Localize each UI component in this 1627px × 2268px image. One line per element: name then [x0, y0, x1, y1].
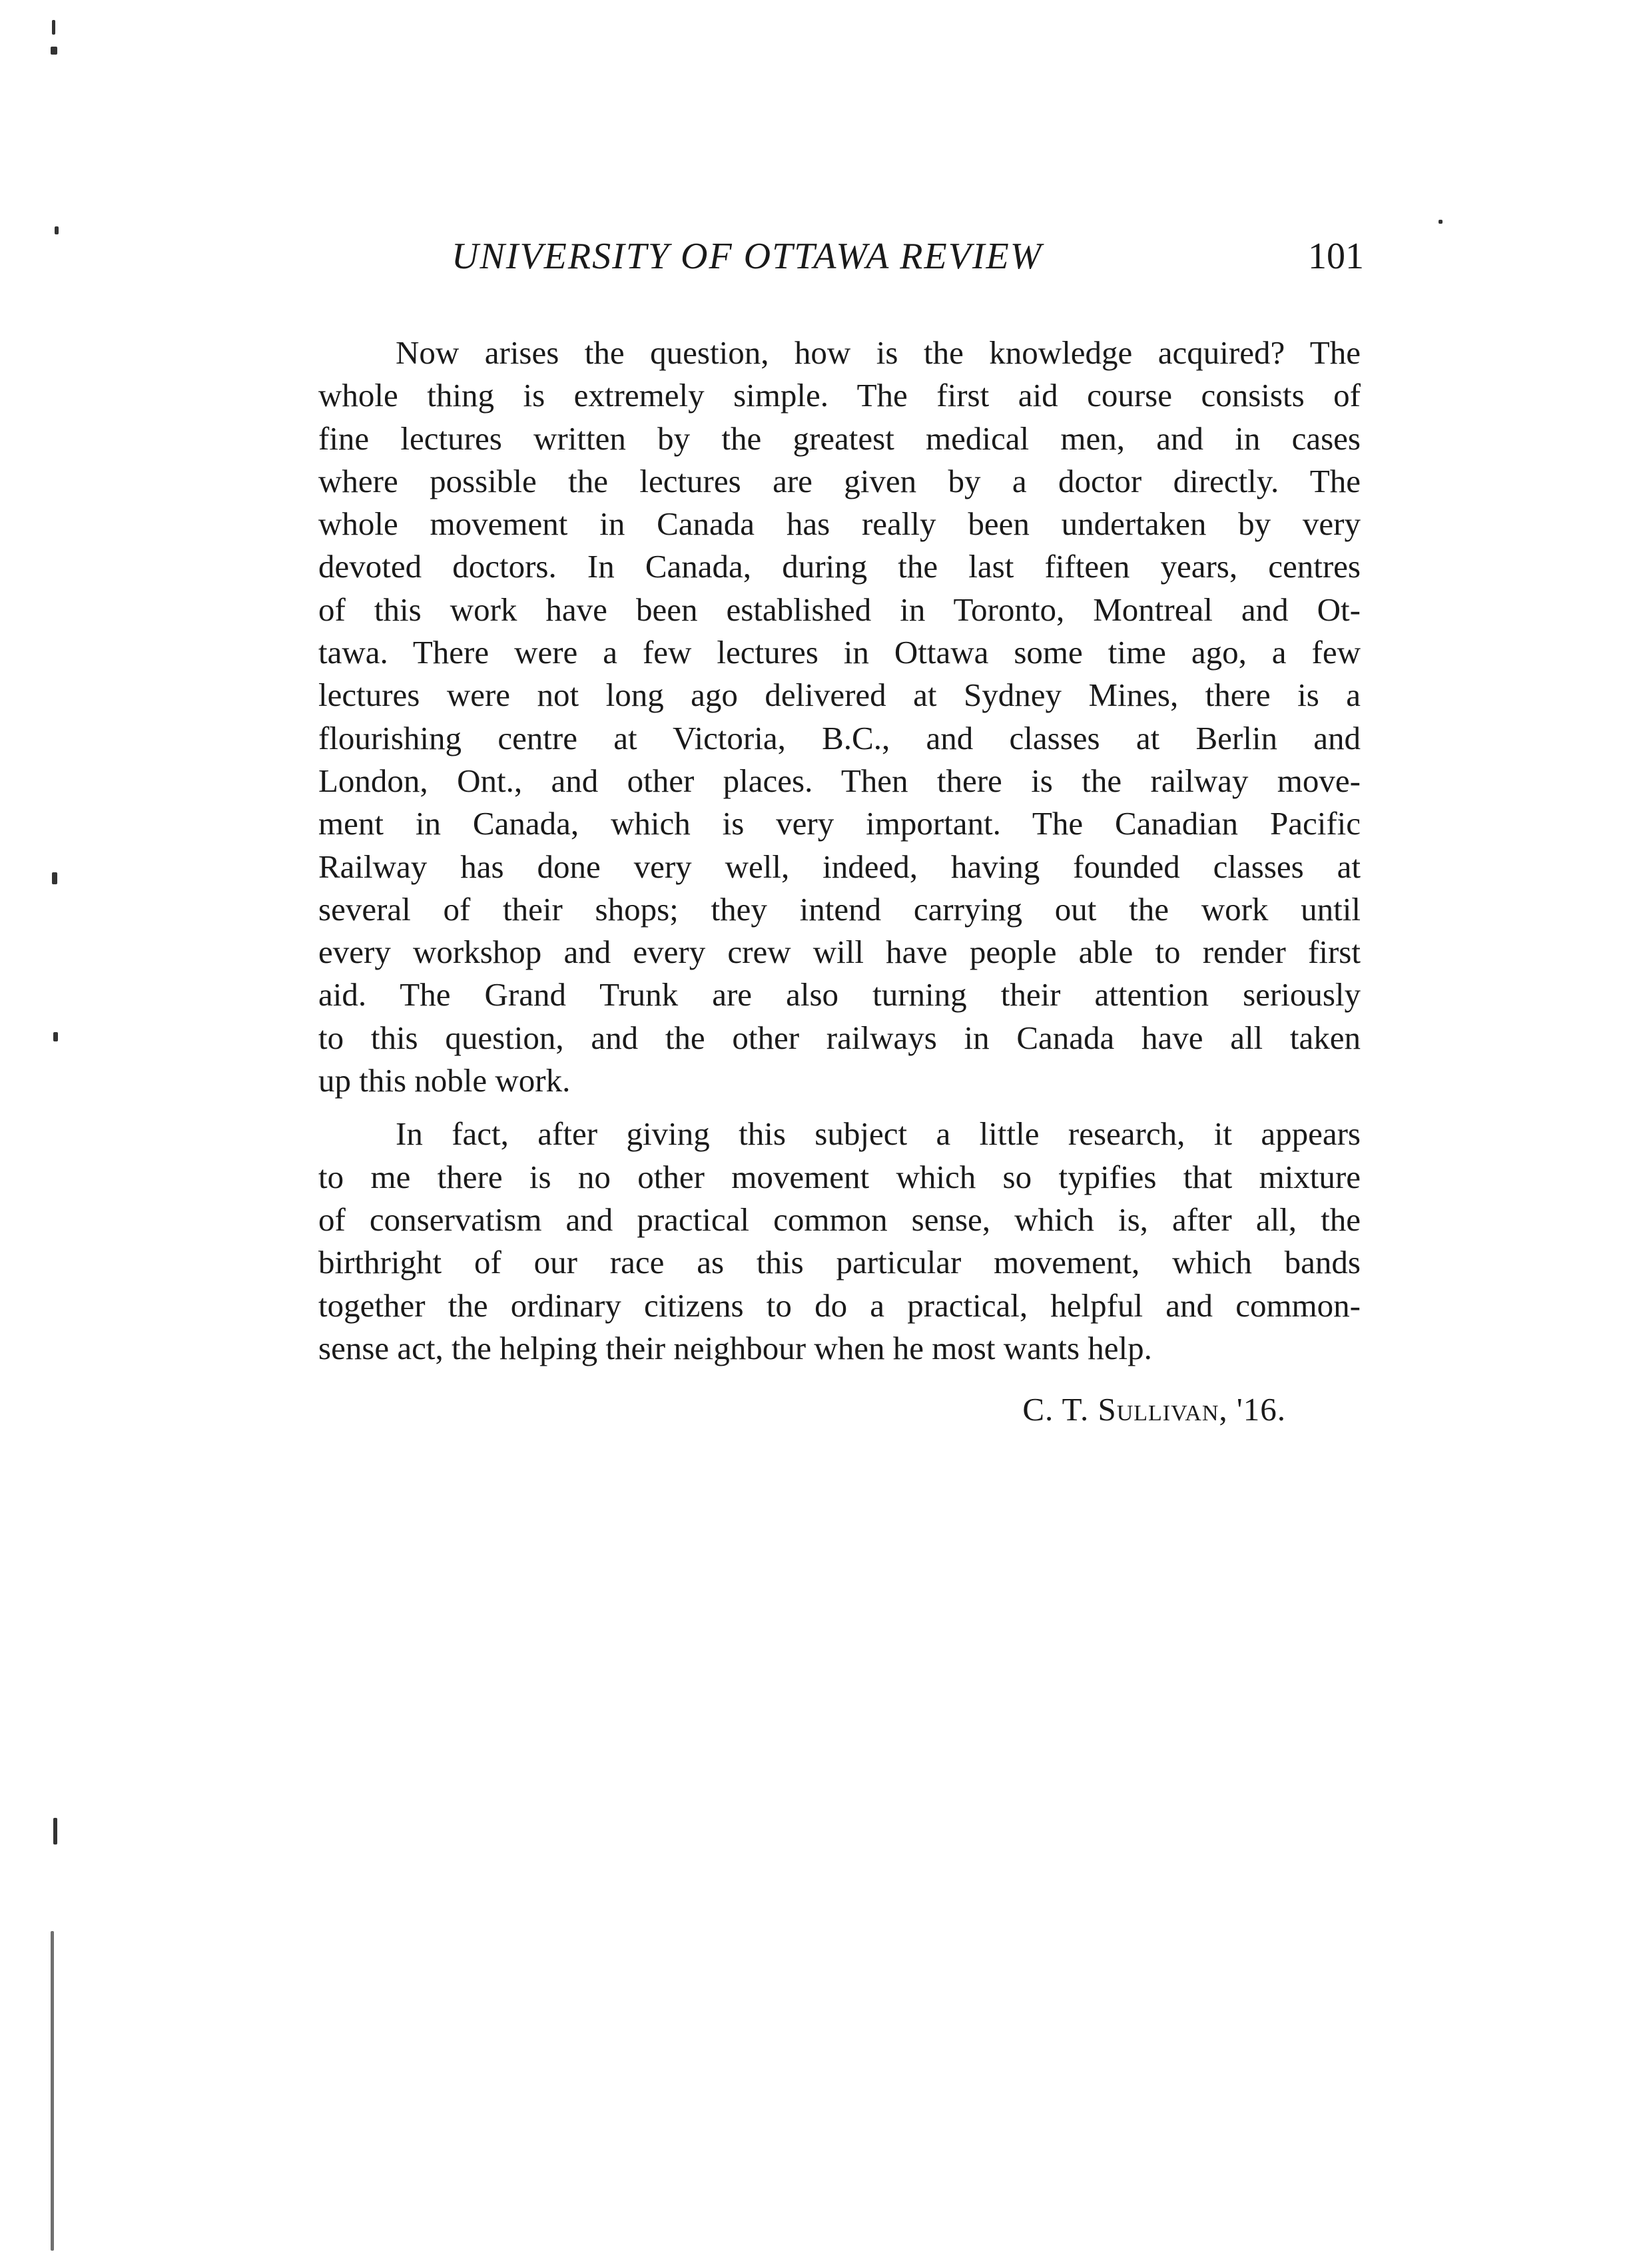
text-line: of conservatism and practical common sense, which is, after all, the: [318, 1201, 1361, 1238]
scan-speck: [55, 226, 59, 234]
text-line: flourishing centre at Victoria, B.C., and classes at Berlin and: [318, 719, 1361, 756]
author-name: Sullivan: [1098, 1391, 1219, 1428]
scan-speck: [53, 1818, 57, 1844]
text-line: several of their shops; they intend carrying out the work until: [318, 890, 1361, 928]
text-line: In fact, after giving this subject a little research, it appears: [396, 1115, 1361, 1153]
text-line: fine lectures written by the greatest medical men, and in cases: [318, 420, 1361, 457]
text-line: lectures were not long ago delivered at Sydney Mines, there is a: [318, 677, 1361, 714]
text-line: Railway has done very well, indeed, having founded classes at: [318, 848, 1361, 885]
text-line: sense act, the helping their neighbour when he most wants help.: [318, 1329, 1152, 1366]
body-text: [318, 332, 1361, 1370]
scan-speck: [52, 872, 57, 884]
scan-speck: [51, 47, 57, 55]
paragraph-1: [318, 332, 1361, 1102]
scan-speck: [1439, 220, 1443, 224]
text-line: of this work have been established in Toronto, Montreal and Ot-: [318, 591, 1361, 628]
scan-speck: [51, 1931, 54, 2251]
scan-speck: [53, 1032, 58, 1041]
running-title: UNIVERSITY OF OTTAWA REVIEW: [452, 236, 1043, 277]
text-line: whole movement in Canada has really been undertaken by very: [318, 505, 1361, 543]
text-line: where possible the lectures are given by a doctor directly. The: [318, 462, 1361, 499]
text-line: devoted doctors. In Canada, during the last fifteen years, centres: [318, 548, 1361, 585]
author-initials: C. T.: [1022, 1391, 1090, 1428]
text-line: tawa. There were a few lectures in Ottawa some time ago, a few: [318, 634, 1361, 671]
paragraph-2: [318, 1113, 1361, 1370]
text-line: to this question, and the other railways in Canada have all taken: [318, 1019, 1361, 1056]
running-head: [318, 230, 1364, 283]
text-line: Now arises the question, how is the knowledge acquired? The: [396, 334, 1361, 371]
text-line: whole thing is extremely simple. The first aid course consists of: [318, 377, 1361, 414]
author-signature: [1022, 1388, 1286, 1431]
text-line: ment in Canada, which is very important. The Canadian Pacific: [318, 805, 1361, 842]
author-year: , '16.: [1219, 1391, 1286, 1428]
scan-speck: [52, 20, 55, 35]
page-number: 101: [1308, 236, 1364, 277]
text-line: to me there is no other movement which so typifies that mixture: [318, 1158, 1361, 1195]
text-line: every workshop and every crew will have people able to render first: [318, 934, 1361, 971]
text-line: up this noble work.: [318, 1062, 571, 1099]
text-line: birthright of our race as this particular movement, which bands: [318, 1244, 1361, 1281]
text-line: together the ordinary citizens to do a practical, helpful and common-: [318, 1286, 1361, 1324]
text-line: London, Ont., and other places. Then there is the railway move-: [318, 762, 1361, 799]
text-line: aid. The Grand Trunk are also turning their attention seriously: [318, 976, 1361, 1013]
